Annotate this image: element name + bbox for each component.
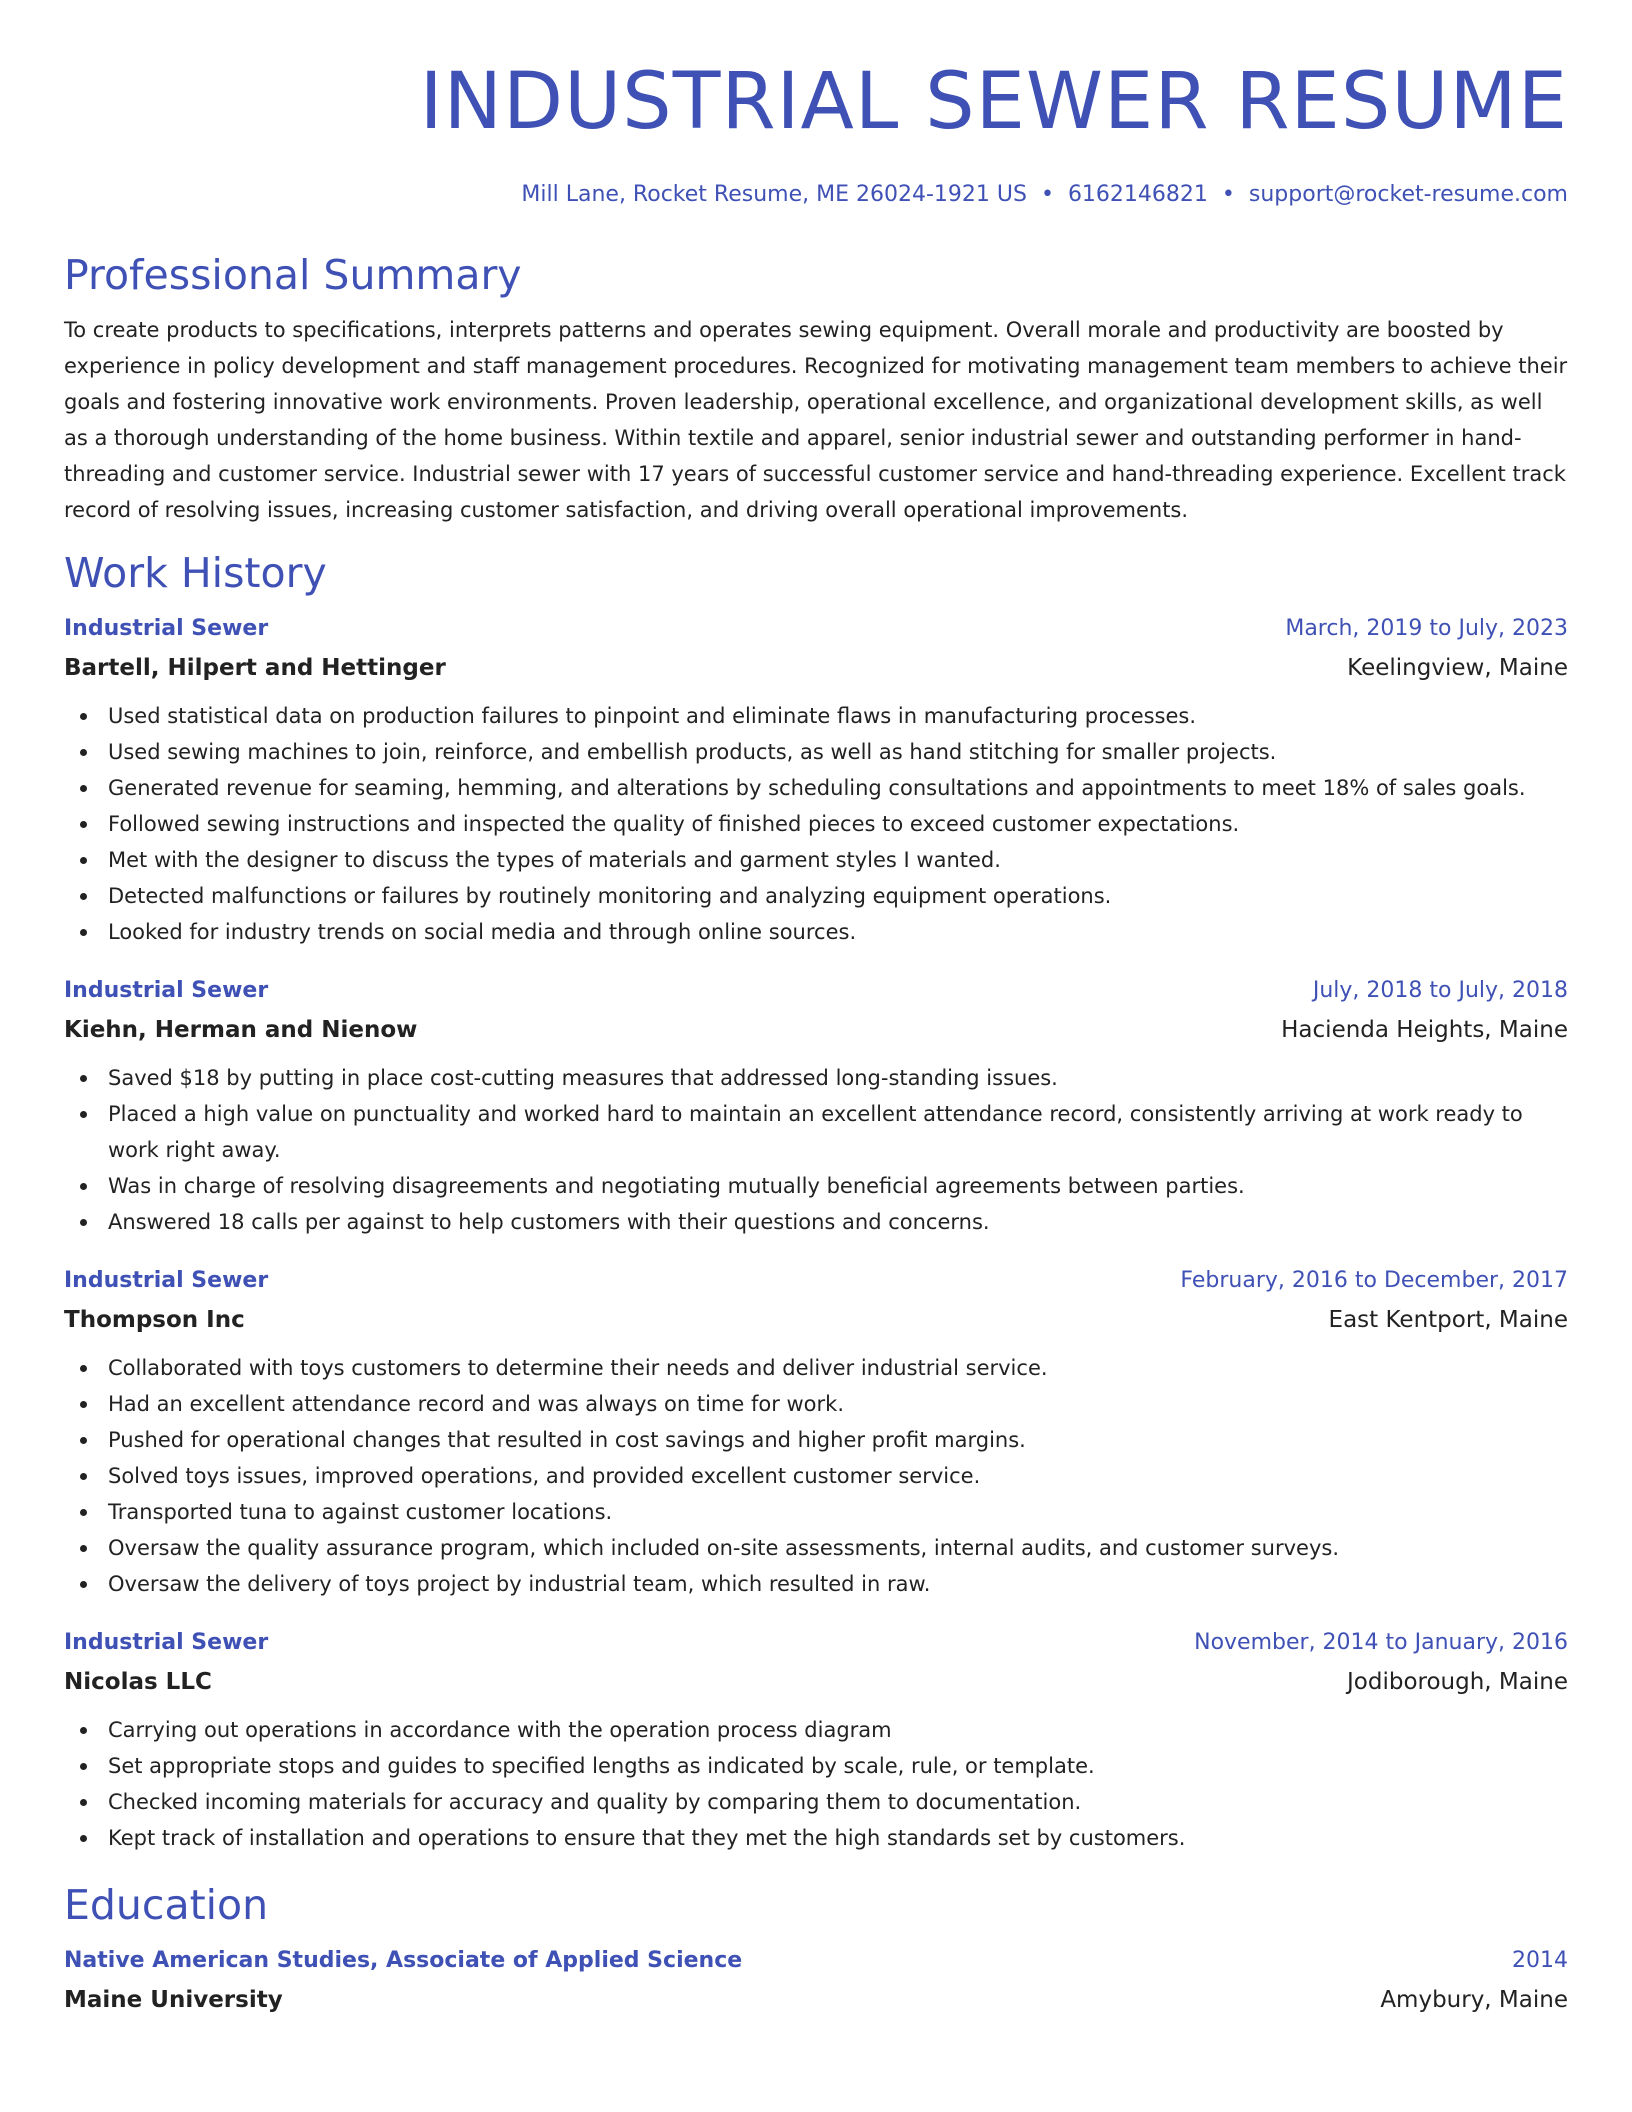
job-dates: July, 2018 to July, 2018 (1312, 978, 1568, 1003)
job-entry (64, 1262, 1568, 1602)
job-location: Jodiborough, Maine (1347, 1669, 1568, 1695)
job-bullet-text: Used statistical data on production failures to pinpoint and eliminate flaws in manufacturing processes. (108, 704, 1197, 728)
education-entry (64, 1942, 1568, 2020)
resume-page (64, 0, 1568, 2020)
job-bullet-text: Set appropriate stops and guides to specified lengths as indicated by scale, rule, or template. (108, 1754, 1095, 1778)
job-bullet (108, 1530, 1568, 1566)
job-bullet (108, 1784, 1568, 1820)
job-bullet-list (64, 1350, 1568, 1602)
job-entry (64, 1624, 1568, 1856)
contact-separator: • (1221, 182, 1235, 207)
job-title: Industrial Sewer (64, 1268, 269, 1293)
bullet-dot-icon (80, 857, 87, 864)
job-bullet-text: Had an excellent attendance record and was always on time for work. (108, 1392, 845, 1416)
job-bullet (108, 1712, 1568, 1748)
job-bullet (108, 1204, 1568, 1240)
bullet-dot-icon (80, 821, 87, 828)
graduation-year: 2014 (1512, 1948, 1568, 1973)
contact-line (64, 180, 1568, 210)
bullet-dot-icon (80, 893, 87, 900)
job-bullet-text: Pushed for operational changes that resulted in cost savings and higher profit margins. (108, 1428, 1026, 1452)
job-bullet (108, 806, 1568, 842)
education-heading: Education (64, 1881, 269, 1929)
contact-email: support@rocket-resume.com (1248, 182, 1568, 207)
job-header-row (64, 610, 1568, 648)
job-dates: November, 2014 to January, 2016 (1194, 1630, 1568, 1655)
bullet-dot-icon (80, 1183, 87, 1190)
job-company-row (64, 1300, 1568, 1340)
job-bullet-text: Collaborated with toys customers to determine their needs and deliver industrial service. (108, 1356, 1048, 1380)
job-bullet (108, 1386, 1568, 1422)
bullet-dot-icon (80, 749, 87, 756)
summary-heading: Professional Summary (64, 251, 522, 299)
job-bullet-text: Answered 18 calls per against to help customers with their questions and concerns. (108, 1210, 990, 1234)
bullet-dot-icon (80, 1437, 87, 1444)
contact-separator: • (1040, 182, 1054, 207)
job-header-row (64, 972, 1568, 1010)
company-name: Nicolas LLC (64, 1669, 212, 1695)
job-header-row (64, 1624, 1568, 1662)
job-bullet (108, 1820, 1568, 1856)
job-bullet-text: Kept track of installation and operations to ensure that they met the high standards set by customers. (108, 1826, 1186, 1850)
work-history-list (64, 610, 1568, 1856)
resume-title: INDUSTRIAL SEWER RESUME (419, 57, 1568, 147)
job-bullet (108, 878, 1568, 914)
job-bullet-list (64, 1712, 1568, 1856)
company-name: Bartell, Hilpert and Hettinger (64, 655, 446, 681)
job-bullet-text: Generated revenue for seaming, hemming, and alterations by scheduling consultations and appointments to meet 18% of sales goals. (108, 776, 1526, 800)
job-title: Industrial Sewer (64, 1630, 269, 1655)
job-bullet (108, 1494, 1568, 1530)
job-bullet-text: Saved $18 by putting in place cost-cutting measures that addressed long-standing issues. (108, 1066, 1058, 1090)
company-name: Thompson Inc (64, 1307, 245, 1333)
job-bullet-text: Carrying out operations in accordance with the operation process diagram (108, 1718, 892, 1742)
job-location: East Kentport, Maine (1328, 1307, 1568, 1333)
bullet-dot-icon (80, 1509, 87, 1516)
bullet-dot-icon (80, 713, 87, 720)
job-bullet (108, 1458, 1568, 1494)
job-bullet-text: Oversaw the delivery of toys project by industrial team, which resulted in raw. (108, 1572, 931, 1596)
job-entry (64, 972, 1568, 1240)
school-location: Amybury, Maine (1380, 1987, 1568, 2013)
bullet-dot-icon (80, 1581, 87, 1588)
job-bullet (108, 770, 1568, 806)
school-name: Maine University (64, 1987, 283, 2013)
bullet-dot-icon (80, 929, 87, 936)
job-bullet (108, 1748, 1568, 1784)
work-history-heading: Work History (64, 549, 327, 597)
job-bullet-text: Was in charge of resolving disagreements and negotiating mutually beneficial agreements between parties. (108, 1174, 1245, 1198)
bullet-dot-icon (80, 1835, 87, 1842)
job-bullet-text: Looked for industry trends on social media and through online sources. (108, 920, 857, 944)
job-bullet (108, 698, 1568, 734)
job-location: Hacienda Heights, Maine (1281, 1017, 1568, 1043)
job-bullet (108, 1566, 1568, 1602)
job-entry (64, 610, 1568, 950)
bullet-dot-icon (80, 1473, 87, 1480)
job-location: Keelingview, Maine (1347, 655, 1568, 681)
job-header-row (64, 1262, 1568, 1300)
job-bullet-list (64, 1060, 1568, 1240)
bullet-dot-icon (80, 1545, 87, 1552)
job-company-row (64, 648, 1568, 688)
job-title: Industrial Sewer (64, 616, 269, 641)
education-header-row (64, 1942, 1568, 1980)
job-bullet-text: Solved toys issues, improved operations, and provided excellent customer service. (108, 1464, 981, 1488)
job-bullet-text: Followed sewing instructions and inspected the quality of finished pieces to exceed customer expectations. (108, 812, 1240, 836)
summary-text: To create products to specifications, interprets patterns and operates sewing equipment. Overall morale and productivity are boosted by experience in policy development and staff management procedures. Recognized for motivating management team members to achieve their goals and fostering innovative work environments. Proven leadership, operational excellence, and organizational development skills, as well as a thorough understanding of the home business. Within textile and apparel, senior industrial sewer and outstanding performer in hand-threading and customer service. Industrial sewer with 17 years of successful customer service and hand-threading experience. Excellent track record of resolving issues, increasing customer satisfaction, and driving overall operational improvements. (64, 318, 1568, 522)
education-list (64, 1942, 1568, 2020)
bullet-dot-icon (80, 785, 87, 792)
education-school-row (64, 1980, 1568, 2020)
bullet-dot-icon (80, 1727, 87, 1734)
degree-name: Native American Studies, Associate of Applied Science (64, 1948, 743, 1973)
job-bullet (108, 1060, 1568, 1096)
job-bullet-text: Used sewing machines to join, reinforce, and embellish products, as well as hand stitching for smaller projects. (108, 740, 1277, 764)
bullet-dot-icon (80, 1763, 87, 1770)
job-bullet (108, 1168, 1568, 1204)
job-bullet-list (64, 698, 1568, 950)
job-bullet-text: Detected malfunctions or failures by routinely monitoring and analyzing equipment operations. (108, 884, 1112, 908)
job-title: Industrial Sewer (64, 978, 269, 1003)
job-bullet-text: Oversaw the quality assurance program, which included on-site assessments, internal audits, and customer surveys. (108, 1536, 1340, 1560)
job-dates: March, 2019 to July, 2023 (1285, 616, 1568, 641)
bullet-dot-icon (80, 1365, 87, 1372)
job-bullet (108, 1422, 1568, 1458)
bullet-dot-icon (80, 1799, 87, 1806)
contact-address: Mill Lane, Rocket Resume, ME 26024-1921 US (521, 182, 1027, 207)
job-dates: February, 2016 to December, 2017 (1180, 1268, 1568, 1293)
job-company-row (64, 1010, 1568, 1050)
job-bullet (108, 1096, 1568, 1168)
job-bullet (108, 1350, 1568, 1386)
job-bullet-text: Checked incoming materials for accuracy and quality by comparing them to documentation. (108, 1790, 1082, 1814)
job-bullet-text: Placed a high value on punctuality and worked hard to maintain an excellent attendance record, consistently arriving at work ready to work right away. (108, 1102, 1523, 1162)
bullet-dot-icon (80, 1075, 87, 1082)
job-bullet (108, 842, 1568, 878)
bullet-dot-icon (80, 1111, 87, 1118)
job-bullet (108, 734, 1568, 770)
job-bullet-text: Transported tuna to against customer locations. (108, 1500, 613, 1524)
bullet-dot-icon (80, 1219, 87, 1226)
job-company-row (64, 1662, 1568, 1702)
job-bullet-text: Met with the designer to discuss the types of materials and garment styles I wanted. (108, 848, 1001, 872)
bullet-dot-icon (80, 1401, 87, 1408)
company-name: Kiehn, Herman and Nienow (64, 1017, 418, 1043)
job-bullet (108, 914, 1568, 950)
contact-phone: 6162146821 (1067, 182, 1208, 207)
